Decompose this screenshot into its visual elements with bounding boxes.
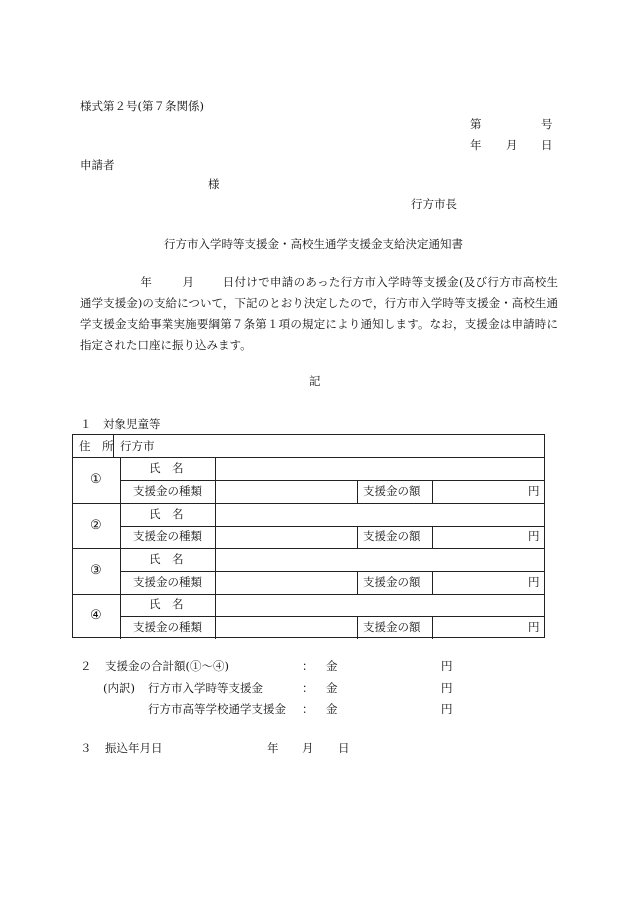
name-label-2: 氏 名 — [149, 507, 184, 521]
section2-number: ２ — [80, 659, 92, 673]
total-yen: 円 — [441, 659, 453, 673]
body-month: 月 — [182, 275, 195, 289]
child-mark-3: ③ — [90, 563, 102, 578]
yen-2: 円 — [528, 529, 540, 543]
applicant-honorific: 様 — [208, 177, 220, 191]
issuer: 行方市長 — [411, 197, 457, 211]
section3-heading: 振込年月日 — [105, 741, 163, 755]
type-label-4: 支援金の種類 — [133, 620, 202, 634]
name-label-1: 氏 名 — [149, 461, 184, 475]
total-colon: ： — [302, 659, 314, 673]
item1-yen: 円 — [441, 681, 453, 695]
section2-heading: 支援金の合計額(①～④) — [105, 659, 229, 673]
document-number-suffix: 号 — [541, 117, 553, 131]
breakdown-item-2: 行方市高等学校通学支援金 — [148, 702, 286, 716]
section3-number: ３ — [80, 741, 92, 755]
applicant-label: 申請者 — [80, 158, 115, 172]
item2-colon: ： — [302, 702, 314, 716]
item2-yen: 円 — [441, 702, 453, 716]
date-year: 年 — [470, 138, 482, 152]
name-label-4: 氏 名 — [149, 597, 184, 611]
type-label-1: 支援金の種類 — [133, 484, 202, 498]
yen-4: 円 — [528, 620, 540, 634]
amount-label-1: 支援金の額 — [363, 484, 421, 498]
breakdown-label: (内訳) — [103, 681, 135, 695]
yen-1: 円 — [528, 484, 540, 498]
address-value: 行方市 — [120, 439, 155, 453]
document-number-prefix: 第 — [470, 117, 482, 131]
ki-label: 記 — [309, 374, 321, 388]
date-day: 日 — [541, 138, 553, 152]
child-mark-1: ① — [90, 472, 102, 487]
document-title: 行方市入学時等支援金・高校生通学支援金支給決定通知書 — [164, 237, 463, 251]
body-text: 日付けで申請のあった行方市入学時等支援金(及び行方市高校生通学支援金)の支給について，下記のとおり決定したので，行方市入学時等支援金・高校生通学支援金支給事業実施要綱第７条第１項の規定により通知します。なお，支援金は申請時に指定された口座に振り込みます。 — [80, 275, 559, 352]
recipients-table — [72, 434, 545, 638]
transfer-day: 日 — [338, 741, 350, 755]
yen-3: 円 — [528, 575, 540, 589]
name-label-3: 氏 名 — [149, 552, 184, 566]
date-month: 月 — [506, 138, 518, 152]
item2-kin: 金 — [326, 702, 338, 716]
section1-heading: １ 対象児童等 — [80, 417, 161, 431]
total-kin: 金 — [326, 659, 338, 673]
body-year: 年 — [140, 275, 153, 289]
form-label: 様式第２号(第７条関係) — [80, 99, 204, 113]
child-mark-2: ② — [90, 518, 102, 533]
transfer-year: 年 — [267, 741, 279, 755]
amount-label-4: 支援金の額 — [363, 620, 421, 634]
amount-label-2: 支援金の額 — [363, 529, 421, 543]
item1-colon: ： — [302, 681, 314, 695]
breakdown-item-1: 行方市入学時等支援金 — [148, 681, 263, 695]
amount-label-3: 支援金の額 — [363, 575, 421, 589]
item1-kin: 金 — [326, 681, 338, 695]
address-label: 住 所 — [79, 439, 114, 453]
transfer-month: 月 — [302, 741, 314, 755]
type-label-3: 支援金の種類 — [133, 575, 202, 589]
child-mark-4: ④ — [90, 608, 102, 623]
body-paragraph — [80, 272, 558, 356]
type-label-2: 支援金の種類 — [133, 529, 202, 543]
